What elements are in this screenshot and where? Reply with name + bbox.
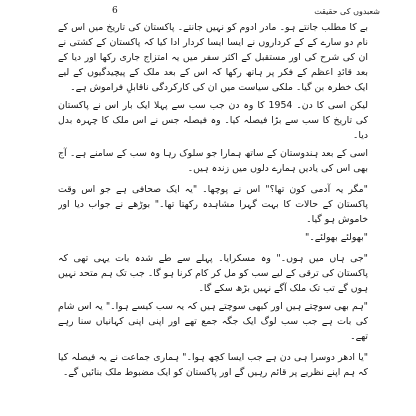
body-text — [58, 20, 368, 410]
paragraph: اسی کے بعد ہندوستان کے ساتھ ہمارا جو سلوک رہا وہ سب کے سامنے ہے۔ آج بھی اس کی یادیں ہمارے دلوں میں زندہ ہیں۔ — [58, 148, 368, 174]
paragraph: بے کا مطلب جانتے ہو۔ مادر ادوم کو نہیں جانتے۔ پاکستان کی تاریخ میں اس کے نام دو سارے کے کے کرداروں نے ایسا ایسا کردار ادا کیا کہ پاکستان کے کشتی نے ان کی شرح کی اور مستقبل کے اکثر سفر میں یہ امتزاج جاری رکھا اور دیا کے بعد قائدِ اعظم کے فکر پر ہاتھ رکھا کہ اس کے بعد ملک کے پیچیدگیوں کے لیے ایک خطرہ بن گیا۔ ملکی سیاست میں ان کی کارکردگی ناقابلِ فراموش ہے۔ — [58, 22, 368, 93]
paragraph: "بھولئے بھولئے۔" — [304, 232, 368, 243]
running-header: شعبدوں کی حقیقت — [314, 7, 380, 16]
page-number: 6 — [112, 6, 118, 16]
paragraph: "ہم بھی سوچتے ہیں اور کبھی سوچتے ہیں کہ یہ سب کیسے ہوا۔" یہ اس شام کی بات ہے جب سب لوگ ایک جگہ جمع تھے اور اپنی اپنی کہانیاں سنا رہے تھے۔ — [58, 301, 368, 342]
paragraph: لیکن اسی کا دن۔ 1954 کا وہ دن جب سب سے پہلا ایک بار اس نے پاکستان کی تاریخ کا سب سے بڑا فیصلہ کیا۔ وہ فیصلہ جس نے اس ملک کا چہرہ بدل دیا۔ — [58, 100, 368, 141]
paragraph: "یا ادھر دوسرا ہی دن ہے جب ایسا کچھ ہوا۔" ہماری جماعت نے یہ فیصلہ کیا کہ ہم اپنے نظریے پر قائم رہیں گے اور پاکستان کو ایک مضبوط ملک بنائیں گے۔ — [58, 352, 368, 378]
paragraph: "مگر یہ آدمی کون تھا؟" اس نے پوچھا۔ "یہ ایک صحافی ہے جو اس وقت پاکستان کے حالات کا بہت گہرا مشاہدہ رکھتا تھا۔" بوڑھے نے جواب دیا اور خاموش ہو گیا۔ — [58, 184, 368, 225]
paragraph: "جی ہاں میں ہوں۔" وہ مسکرایا۔ پہلے سے طے شدہ بات یہی تھی کہ پاکستان کی ترقی کے لیے سب کو مل کر کام کرنا ہو گا۔ جب تک ہم متحد نہیں ہوں گے تب تک ملک آگے نہیں بڑھ سکے گا۔ — [58, 253, 368, 294]
